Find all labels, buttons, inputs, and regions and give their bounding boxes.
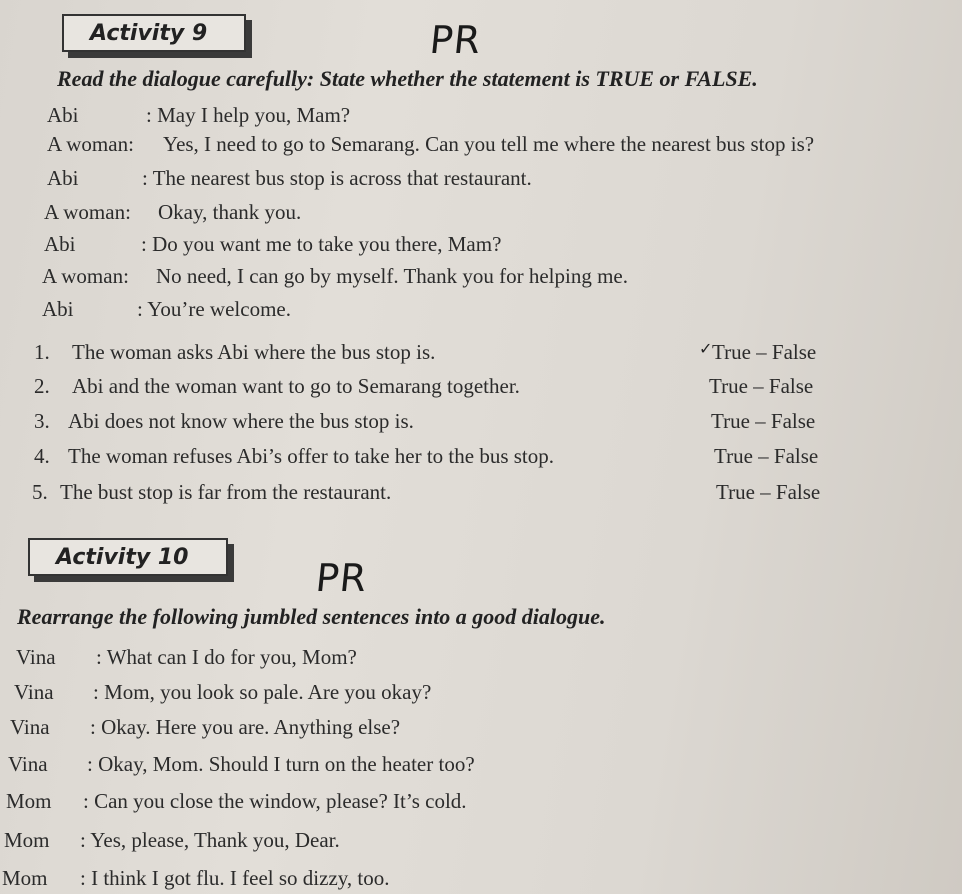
- jumbled-line: [16, 645, 716, 673]
- dialogue-text: : You’re welcome.: [137, 297, 291, 321]
- statement-row: [34, 409, 734, 437]
- activity-10-title: Activity 10: [56, 544, 189, 570]
- statement-number: 5.: [32, 480, 48, 504]
- dialogue-speaker: A woman:: [47, 132, 134, 156]
- dialogue-line: [42, 264, 942, 292]
- statement-text: Abi and the woman want to go to Semarang together.: [72, 374, 520, 398]
- statement-row: [34, 340, 734, 368]
- activity-9-instruction: Read the dialogue carefully: State whether the statement is TRUE or FALSE.: [57, 66, 758, 91]
- true-false-option[interactable]: True – False: [716, 480, 821, 504]
- jumbled-line: [2, 866, 702, 894]
- dialogue-speaker: Abi: [47, 166, 79, 190]
- true-false-option[interactable]: True – False: [711, 409, 816, 433]
- statement-text: The bust stop is far from the restaurant.: [60, 480, 392, 504]
- jumbled-speaker: Mom: [4, 828, 50, 852]
- statement-number: 4.: [34, 444, 50, 468]
- jumbled-text: : What can I do for you, Mom?: [96, 645, 357, 669]
- statement-number: 1.: [34, 340, 50, 364]
- dialogue-text: No need, I can go by myself. Thank you for helping me.: [156, 264, 628, 288]
- dialogue-speaker: Abi: [47, 103, 79, 127]
- dialogue-line: [42, 297, 942, 325]
- jumbled-text: : Okay, Mom. Should I turn on the heater too?: [87, 752, 475, 776]
- activity-10-title-box: [28, 538, 228, 576]
- jumbled-text: : Mom, you look so pale. Are you okay?: [93, 680, 432, 704]
- checkmark-icon: ✓: [699, 339, 713, 358]
- jumbled-text: : I think I got flu. I feel so dizzy, too.: [80, 866, 390, 890]
- dialogue-speaker: Abi: [44, 232, 76, 256]
- dialogue-text: Yes, I need to go to Semarang. Can you tell me where the nearest bus stop is?: [163, 132, 815, 156]
- jumbled-line: [4, 828, 704, 856]
- jumbled-text: : Okay. Here you are. Anything else?: [90, 715, 401, 739]
- jumbled-line: [14, 680, 714, 708]
- statement-text: The woman refuses Abi’s offer to take her to the bus stop.: [68, 444, 555, 468]
- dialogue-line: [47, 103, 947, 131]
- activity-10-instruction: Rearrange the following jumbled sentences into a good dialogue.: [17, 604, 606, 629]
- jumbled-speaker: Vina: [14, 680, 54, 704]
- jumbled-speaker: Vina: [10, 715, 50, 739]
- statement-row: [34, 374, 734, 402]
- true-false-option[interactable]: True – False: [709, 374, 814, 398]
- statement-text: The woman asks Abi where the bus stop is.: [72, 340, 436, 364]
- activity-9-title: Activity 9: [90, 20, 208, 46]
- true-false-option[interactable]: True – False: [712, 340, 817, 364]
- true-false-option[interactable]: True – False: [714, 444, 819, 468]
- statement-row: [32, 480, 732, 508]
- dialogue-speaker: Abi: [42, 297, 74, 321]
- jumbled-speaker: Vina: [16, 645, 56, 669]
- activity-9-title-box: [62, 14, 246, 52]
- dialogue-line: [47, 166, 947, 194]
- activity-9-handwritten-note: PR: [427, 18, 484, 62]
- dialogue-speaker: A woman:: [44, 200, 131, 224]
- dialogue-speaker: A woman:: [42, 264, 129, 288]
- activity-10-handwritten-note: PR: [313, 556, 370, 600]
- dialogue-text: : The nearest bus stop is across that restaurant.: [142, 166, 532, 190]
- statement-text: Abi does not know where the bus stop is.: [68, 409, 414, 433]
- statement-number: 3.: [34, 409, 50, 433]
- dialogue-line: [44, 200, 944, 228]
- jumbled-line: [6, 789, 706, 817]
- dialogue-line: [44, 232, 944, 260]
- jumbled-speaker: Mom: [6, 789, 52, 813]
- statement-row: [34, 444, 734, 472]
- dialogue-text: : May I help you, Mam?: [146, 103, 351, 127]
- dialogue-line: [47, 132, 957, 160]
- jumbled-text: : Yes, please, Thank you, Dear.: [80, 828, 340, 852]
- dialogue-text: Okay, thank you.: [158, 200, 302, 224]
- jumbled-line: [8, 752, 708, 780]
- dialogue-text: : Do you want me to take you there, Mam?: [141, 232, 502, 256]
- jumbled-speaker: Vina: [8, 752, 48, 776]
- jumbled-text: : Can you close the window, please? It’s cold.: [83, 789, 467, 813]
- statement-number: 2.: [34, 374, 50, 398]
- jumbled-speaker: Mom: [2, 866, 48, 890]
- jumbled-line: [10, 715, 710, 743]
